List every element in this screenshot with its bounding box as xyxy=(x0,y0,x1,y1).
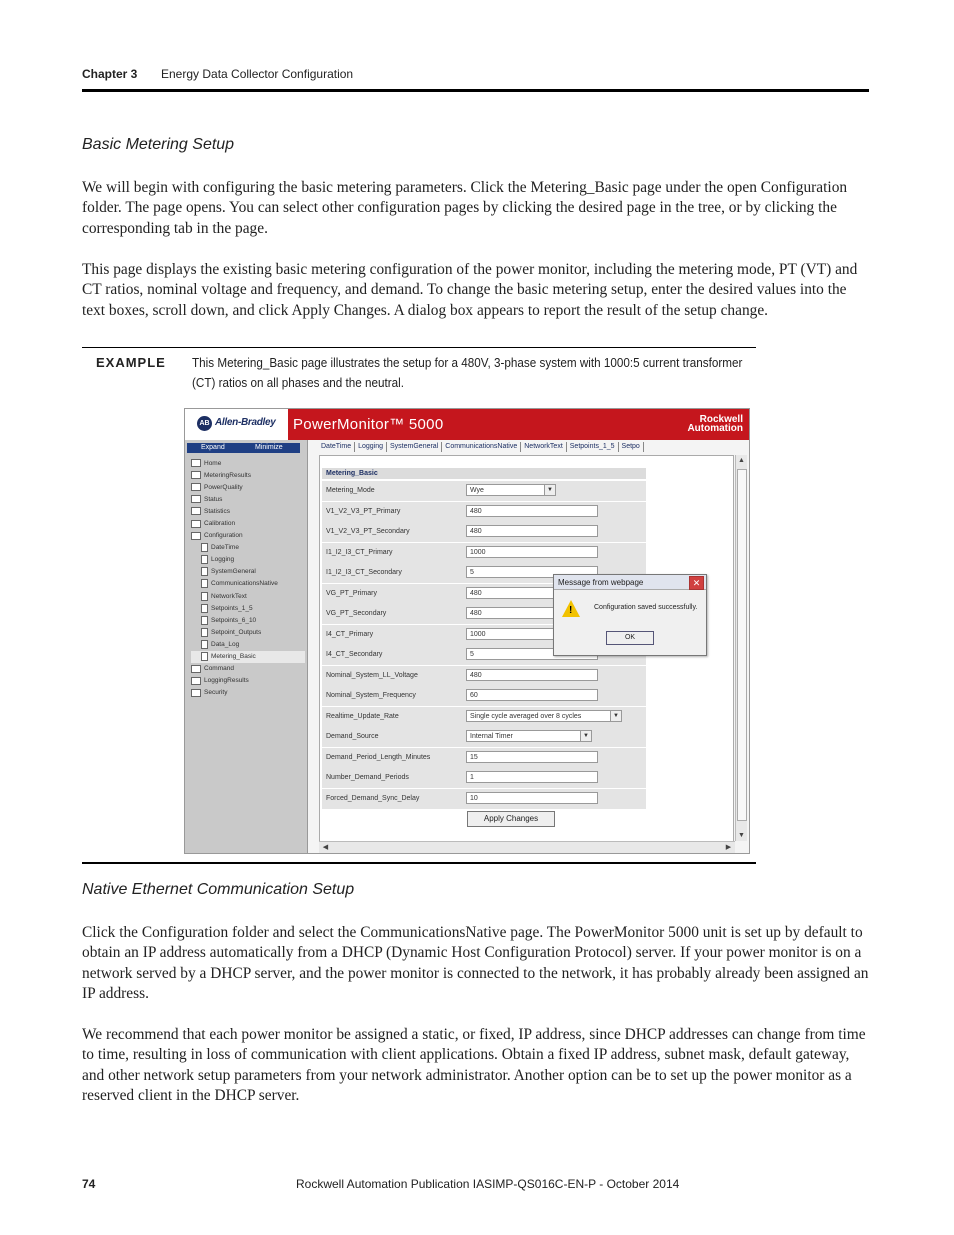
tab[interactable]: Setpo xyxy=(619,442,644,452)
message-dialog xyxy=(553,574,707,656)
page-tabs xyxy=(318,442,736,453)
example-text-line-2: (CT) ratios on all phases and the neutral. xyxy=(192,375,405,390)
tree-item[interactable] xyxy=(191,590,305,602)
field-label: Nominal_System_Frequency xyxy=(326,692,416,699)
folder-icon xyxy=(191,520,201,528)
field-label: Forced_Demand_Sync_Delay xyxy=(326,794,420,802)
field-label: I4_CT_Primary xyxy=(326,630,374,638)
tree-item[interactable] xyxy=(191,554,305,566)
chapter-title: Energy Data Collector Configuration xyxy=(161,67,354,81)
header-rule xyxy=(82,89,869,92)
folder-icon xyxy=(191,507,201,515)
section-heading-native-ethernet: Native Ethernet Communication Setup xyxy=(82,881,355,898)
tree-item[interactable] xyxy=(191,505,305,517)
tree-item-label: Logging xyxy=(211,556,235,564)
paragraph-native-ethernet-2: We recommend that each power monitor be assigned a static, or fixed, IP address, since DHCP addresses can change from time to time, resulting in loss of communication with client applications. Obtain a fixed IP address, subnet mask, default gateway, and other network setup parameters from your network administrator. Another option can be to set up the power monitor as a reserved client in the DHCP server. xyxy=(82,1026,866,1104)
form-row xyxy=(322,481,646,501)
form-row xyxy=(322,768,646,788)
scroll-thumb[interactable] xyxy=(737,469,747,821)
tree-item-label: Configuration xyxy=(204,532,243,540)
field-label: V1_V2_V3_PT_Primary xyxy=(326,507,401,515)
field-label: Number_Demand_Periods xyxy=(326,774,409,781)
tree-item[interactable] xyxy=(191,614,305,626)
allen-bradley-logo xyxy=(185,409,288,440)
folder-icon xyxy=(191,665,201,673)
form-row xyxy=(322,543,646,563)
rockwell-logo xyxy=(687,415,743,433)
tree-item[interactable] xyxy=(191,566,305,578)
form-row xyxy=(322,686,646,706)
field-label: Metering_Mode xyxy=(326,487,375,494)
form-row xyxy=(322,522,646,542)
dialog-message: Configuration saved successfully. xyxy=(594,604,698,611)
tree-item-label: Metering_Basic xyxy=(211,653,256,661)
example-top-rule xyxy=(82,347,756,348)
folder-icon xyxy=(191,532,201,540)
chapter-label: Chapter 3 xyxy=(82,67,138,81)
tree-item[interactable] xyxy=(191,675,305,687)
tree-item-label: Setpoints_1_5 xyxy=(211,604,253,612)
tree-item[interactable] xyxy=(191,517,305,529)
tree-item-label: Calibration xyxy=(204,520,236,528)
field-select-value: Wye xyxy=(470,487,484,494)
tree-item[interactable] xyxy=(191,663,305,675)
dialog-title: Message from webpage xyxy=(554,575,706,590)
field-label: I4_CT_Secondary xyxy=(326,651,383,658)
chevron-down-icon[interactable]: ▼ xyxy=(544,485,555,495)
ok-button[interactable]: OK xyxy=(606,631,654,645)
scroll-right-icon[interactable]: ▶ xyxy=(725,844,732,851)
tree-item[interactable] xyxy=(191,542,305,554)
page-icon xyxy=(201,567,208,576)
page-icon xyxy=(201,616,208,625)
page-icon xyxy=(201,592,208,601)
tree-item-label: NetworkText xyxy=(211,592,247,600)
form-row xyxy=(322,748,646,768)
paragraph-basic-metering-1: We will begin with configuring the basic metering parameters. Click the Metering_Basic page under the open Configuration folder. The page opens. You can select other configuration pages by clicking the desired page in the tree, or by clicking the corresponding tab in the page. xyxy=(82,179,848,237)
rockwell-wordmark-line-2: Automation xyxy=(687,423,743,434)
minimize-link[interactable]: Minimize xyxy=(255,444,283,451)
folder-icon xyxy=(191,495,201,503)
field-input[interactable]: 5 xyxy=(466,566,598,578)
field-input[interactable]: 1000 xyxy=(466,628,598,640)
navigation-tree xyxy=(191,457,305,699)
tree-item[interactable] xyxy=(191,638,305,650)
publication-info: Rockwell Automation Publication IASIMP-QS016C-EN-P - October 2014 xyxy=(296,1177,680,1191)
tab[interactable]: CommunicationsNative xyxy=(442,442,521,452)
page-icon xyxy=(201,579,208,588)
field-input[interactable]: 10 xyxy=(466,792,598,804)
tab[interactable]: NetworkText xyxy=(521,442,567,452)
page-number: 74 xyxy=(82,1177,96,1191)
field-label: Nominal_System_LL_Voltage xyxy=(326,671,418,679)
page-icon xyxy=(201,652,208,661)
tab[interactable]: Logging xyxy=(355,442,387,452)
tree-item-label: Data_Log xyxy=(211,640,240,648)
tree-controls xyxy=(187,443,300,453)
page-icon xyxy=(201,555,208,564)
tree-item[interactable] xyxy=(191,687,305,699)
tree-item-label: MeteringResults xyxy=(204,471,251,479)
warning-icon-mark: ! xyxy=(569,605,573,616)
field-input[interactable]: 480 xyxy=(466,607,598,619)
folder-icon xyxy=(191,689,201,697)
tree-item[interactable] xyxy=(191,493,305,505)
tree-item-label: PowerQuality xyxy=(204,483,243,491)
field-input[interactable]: 60 xyxy=(466,689,598,701)
scroll-up-icon[interactable]: ▲ xyxy=(738,457,745,464)
tree-item-label: DateTime xyxy=(211,544,239,552)
tree-item-label: Setpoint_Outputs xyxy=(211,628,262,636)
tree-item-label: CommunicationsNative xyxy=(211,580,278,588)
field-select[interactable] xyxy=(466,710,622,722)
allen-bradley-wordmark: Allen-Bradley xyxy=(215,417,276,428)
paragraph-basic-metering-2: This page displays the existing basic metering configuration of the power monitor, including the metering mode, PT (VT) and CT ratios, nominal voltage and frequency, and demand. To change the basic metering setup, enter the desired values into the text boxes, scroll down, and click Apply Changes. A dialog box appears to report the result of the setup change. xyxy=(82,261,858,319)
tree-item-label: Home xyxy=(204,459,222,467)
chevron-down-icon[interactable]: ▼ xyxy=(580,731,591,741)
tab[interactable]: SystemGeneral xyxy=(387,442,442,452)
tree-item-label: Command xyxy=(204,665,234,673)
scroll-down-icon[interactable]: ▼ xyxy=(738,832,745,839)
field-input[interactable]: 15 xyxy=(466,751,598,763)
app-banner xyxy=(185,409,749,440)
page-icon xyxy=(201,543,208,552)
form-row xyxy=(322,502,646,522)
product-title: PowerMonitor™ 5000 xyxy=(293,416,444,433)
field-label: VG_PT_Secondary xyxy=(326,610,387,617)
field-label: Realtime_Update_Rate xyxy=(326,712,399,720)
folder-icon xyxy=(191,483,201,491)
field-input[interactable]: 1000 xyxy=(466,546,598,558)
field-input[interactable]: 480 xyxy=(466,505,598,517)
tree-item[interactable] xyxy=(191,481,305,493)
tree-item-label: LoggingResults xyxy=(204,677,249,685)
chevron-down-icon[interactable]: ▼ xyxy=(610,711,621,721)
tree-item-label: SystemGeneral xyxy=(211,568,256,576)
page-icon xyxy=(201,640,208,649)
form-row xyxy=(322,727,646,747)
ab-badge-icon: AB xyxy=(197,416,212,431)
form-row xyxy=(322,666,646,686)
horizontal-scrollbar[interactable] xyxy=(319,841,735,853)
tree-item-label: Security xyxy=(204,689,228,697)
field-label: VG_PT_Primary xyxy=(326,589,377,597)
form-title: Metering_Basic xyxy=(322,468,646,479)
example-label: EXAMPLE xyxy=(96,355,166,370)
example-bottom-rule xyxy=(82,862,756,864)
field-select[interactable] xyxy=(466,484,556,496)
example-text xyxy=(192,353,743,393)
section-heading-basic-metering: Basic Metering Setup xyxy=(82,136,235,153)
field-input[interactable]: 480 xyxy=(466,669,598,681)
form-row xyxy=(322,707,646,727)
powermonitor-screenshot xyxy=(184,408,750,854)
field-input[interactable]: 480 xyxy=(466,525,598,537)
tree-item[interactable] xyxy=(191,602,305,614)
folder-icon xyxy=(191,459,201,467)
field-input[interactable]: 480 xyxy=(466,587,598,599)
tree-item[interactable] xyxy=(191,469,305,481)
tree-item[interactable] xyxy=(191,530,305,542)
form-row xyxy=(322,789,646,809)
close-icon[interactable]: ✕ xyxy=(689,576,704,590)
page-icon xyxy=(201,628,208,637)
field-input[interactable]: 5 xyxy=(466,648,598,660)
field-input[interactable]: 1 xyxy=(466,771,598,783)
folder-icon xyxy=(191,677,201,685)
tree-item[interactable] xyxy=(191,457,305,469)
navigation-pane xyxy=(185,440,308,853)
apply-changes-button[interactable]: Apply Changes xyxy=(467,811,555,827)
field-label: I1_I2_I3_CT_Secondary xyxy=(326,569,402,576)
folder-icon xyxy=(191,471,201,479)
example-text-line-1: This Metering_Basic page illustrates the setup for a 480V, 3-phase system with 1000:5 current transformer xyxy=(192,355,743,370)
tree-item-label: Statistics xyxy=(204,507,231,515)
vertical-scrollbar[interactable] xyxy=(735,455,747,841)
field-select-value: Internal Timer xyxy=(470,733,513,740)
rockwell-wordmark-line-1: Rockwell xyxy=(699,414,743,425)
tree-item[interactable] xyxy=(191,578,305,590)
field-label: V1_V2_V3_PT_Secondary xyxy=(326,528,410,535)
tree-item-label: Setpoints_6_10 xyxy=(211,616,257,624)
field-label: I1_I2_I3_CT_Primary xyxy=(326,548,393,556)
field-select[interactable] xyxy=(466,730,592,742)
field-label: Demand_Period_Length_Minutes xyxy=(326,753,431,761)
tree-item-label: Status xyxy=(204,495,223,503)
paragraph-native-ethernet-1: Click the Configuration folder and select the CommunicationsNative page. The PowerMonitor 5000 unit is set up by default to obtain an IP address automatically from a DHCP (Dynamic Host Configuration Protocol) server. If your power monitor is on a network served by a DHCP server, and the power monitor is connected to the network, it has probably already been assigned an IP address. xyxy=(82,924,869,1002)
tree-item[interactable] xyxy=(191,651,305,663)
field-select-value: Single cycle averaged over 8 cycles xyxy=(470,712,582,720)
field-label: Demand_Source xyxy=(326,733,379,740)
expand-link[interactable]: Expand xyxy=(201,444,225,451)
page-icon xyxy=(201,604,208,613)
tab[interactable]: DateTime xyxy=(318,442,355,452)
scroll-left-icon[interactable]: ◀ xyxy=(322,844,329,851)
tree-item[interactable] xyxy=(191,626,305,638)
tab[interactable]: Setpoints_1_5 xyxy=(567,442,619,452)
